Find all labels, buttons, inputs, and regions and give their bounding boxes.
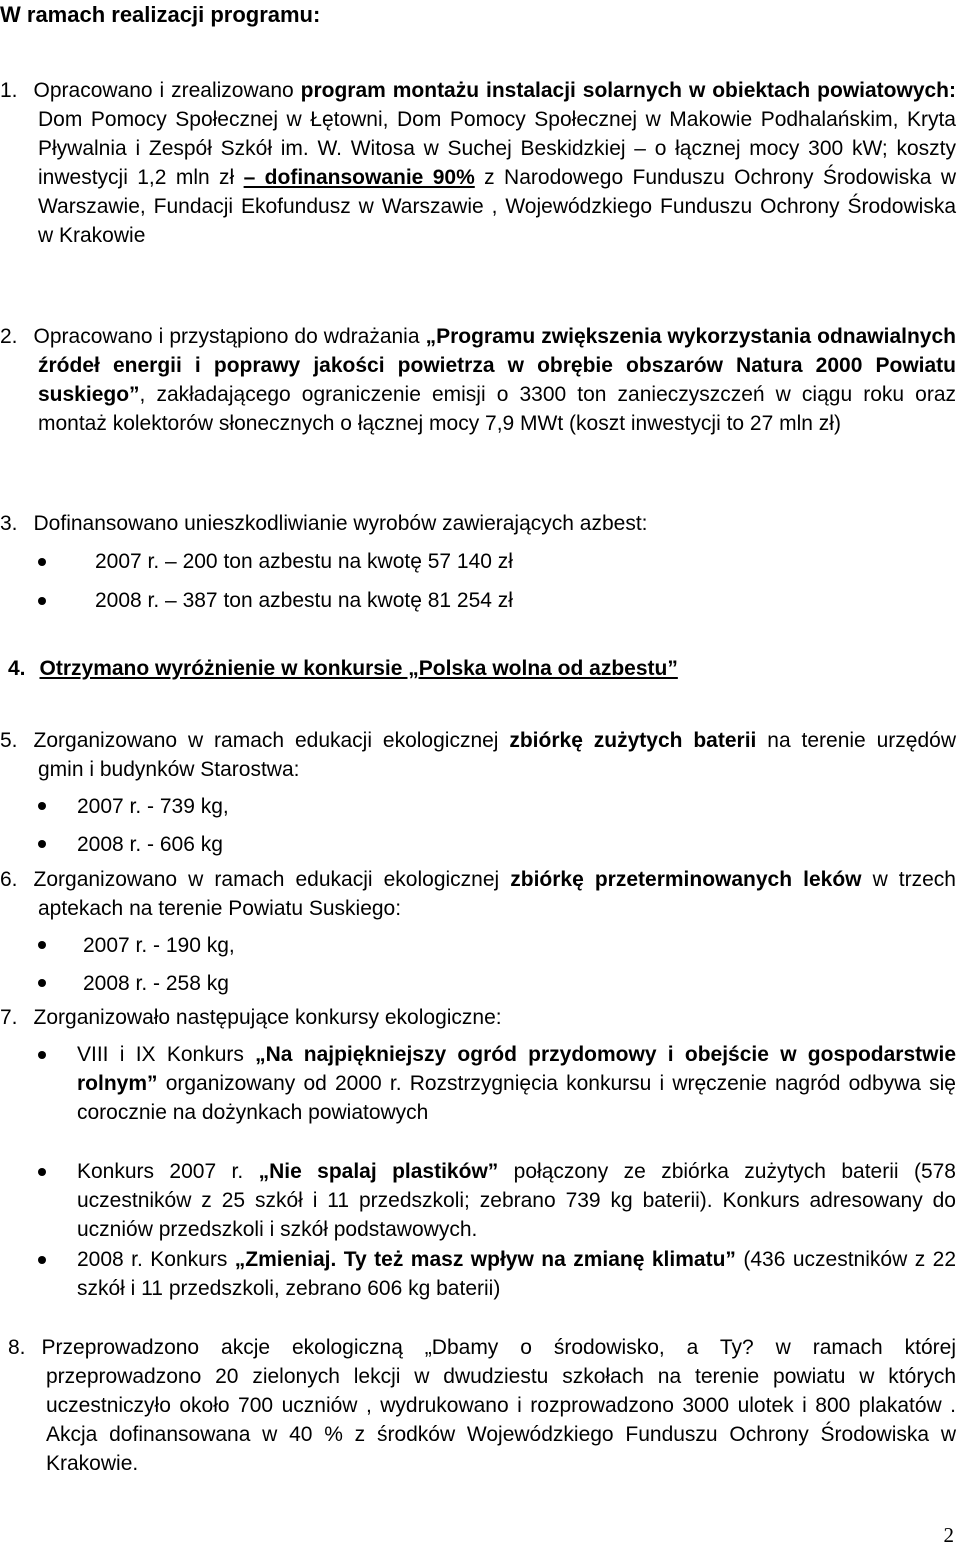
list-item-4 (8, 654, 908, 683)
item-7-number: 7. (0, 1006, 18, 1029)
bullet-icon (38, 1168, 46, 1176)
item-4-text: Otrzymano wyróżnienie w konkursie „Polska wolna od azbestu” (39, 657, 678, 680)
item-5-bullet-2: 2008 r. - 606 kg (77, 833, 223, 856)
item-2-text-a: Opracowano i przystąpiono do wdrażania (33, 325, 426, 348)
item-7-bullet-2 (77, 1157, 956, 1244)
item-1-text-b: Dom Pomocy Społecznej w Łętowni, Dom Pomocy Społecznej w Makowie Podhalańskim, Kryta Pływalnia i Zespół Szkół im. W. Witosa w Suchej Beskidzkiej – o łącznej mocy 300 kW; koszty inwestycji 1,2 mln zł (38, 108, 956, 189)
item-6-bullet-1: 2007 r. - 190 kg, (83, 934, 235, 957)
bullet-icon (38, 1051, 46, 1059)
bullet-icon (38, 558, 46, 566)
item-7-bullet-2-title: „Nie spalaj plastików” (258, 1160, 499, 1183)
item-5-number: 5. (0, 729, 18, 752)
item-5-text-a: Zorganizowano w ramach edukacji ekologicznej (33, 729, 510, 752)
item-3-bullet-2: 2008 r. – 387 ton azbestu na kwotę 81 254 zł (95, 589, 513, 612)
item-6-bold: zbiórkę przeterminowanych leków (510, 868, 862, 891)
item-7-bullet-3-text-a: 2008 r. Konkurs (77, 1248, 235, 1271)
bullet-icon (38, 802, 46, 810)
bullet-icon (38, 597, 46, 605)
section-heading: W ramach realizacji programu: (0, 2, 321, 27)
item-1-text-c: z Narodowego Funduszu Ochrony Środowiska w Warszawie, Fundacji Ekofundusz w Warszawie , Wojewódzkiego Funduszu Ochrony Środowiska w Krakowie (38, 166, 956, 247)
item-6-text-b: w trzech aptekach na terenie Powiatu Suskiego: (38, 868, 956, 920)
item-7-bullet-1-title: „Na najpiękniejszy ogród przydomowy i obejście w gospodarstwie rolnym” (77, 1043, 956, 1095)
item-7-bullet-3-text-b: (436 uczestników z 22 szkół i 11 przedszkoli, zebrano 606 kg baterii) (77, 1248, 957, 1300)
list-item-3 (0, 509, 956, 538)
list-item-6 (0, 865, 956, 923)
item-7-bullet-2-text-b: połączony ze zbiórka zużytych baterii (578 uczestników z 25 szkół i 11 przedszkoli; zebrano 739 kg baterii). Konkurs adresowany do uczniów przedszkoli i szkół podstawowych. (77, 1160, 956, 1241)
item-8-number: 8. (8, 1336, 26, 1359)
item-3-bullet-1: 2007 r. – 200 ton azbestu na kwotę 57 140 zł (95, 550, 513, 573)
item-1-bold-a: program montażu instalacji solarnych w obiektach powiatowych: (300, 79, 957, 102)
list-item-1 (0, 76, 956, 250)
item-1-number: 1. (0, 79, 18, 102)
list-item-5 (0, 726, 956, 784)
list-item-2 (0, 322, 956, 438)
item-1-text-a: Opracowano i zrealizowano (33, 79, 301, 102)
item-1-funding-highlight: – dofinansowanie 90% (243, 166, 475, 189)
item-5-bold: zbiórkę zużytych baterii (509, 729, 757, 752)
item-3-text: Dofinansowano unieszkodliwianie wyrobów zawierających azbest: (33, 512, 648, 535)
item-7-bullet-1-text-b: organizowany od 2000 r. Rozstrzygnięcia konkursu i wręczenie nagród odbywa się corocznie na dożynkach powiatowych (77, 1072, 956, 1124)
item-7-text: Zorganizowało następujące konkursy ekologiczne: (33, 1006, 502, 1029)
item-7-bullet-3 (77, 1245, 956, 1303)
item-7-bullet-2-text-a: Konkurs 2007 r. (77, 1160, 259, 1183)
item-5-text-b: na terenie urzędów gmin i budynków Starostwa: (38, 729, 956, 781)
list-item-8 (8, 1333, 956, 1478)
item-6-bullet-2: 2008 r. - 258 kg (83, 972, 229, 995)
item-8-text: Przeprowadzono akcje ekologiczną „Dbamy o środowisko, a Ty? w ramach której przeprowadzono 20 zielonych lekcji w dwudziestu szkołach na terenie powiatu w których uczestniczyło około 700 uczniów , wydrukowano i rozprowadzono 3000 ulotek i 800 plakatów . Akcja dofinansowana w 40 % z środków Wojewódzkiego Funduszu Ochrony Środowiska w Krakowie. (41, 1336, 956, 1475)
item-5-bullet-1: 2007 r. - 739 kg, (77, 795, 229, 818)
item-2-program-title: „Programu zwiększenia wykorzystania odnawialnych źródeł energii i poprawy jakości powietrza w obrębie obszarów Natura 2000 Powiatu suskiego” (38, 325, 956, 406)
item-7-bullet-1 (77, 1040, 956, 1127)
bullet-icon (38, 941, 46, 949)
item-3-number: 3. (0, 512, 18, 535)
bullet-icon (38, 1256, 46, 1264)
bullet-icon (38, 979, 46, 987)
item-7-bullet-3-title: „Zmieniaj. Ty też masz wpływ na zmianę klimatu” (234, 1248, 736, 1271)
page-number: 2 (943, 1523, 954, 1547)
item-2-number: 2. (0, 325, 18, 348)
list-item-7 (0, 1003, 956, 1032)
item-6-text-a: Zorganizowano w ramach edukacji ekologicznej (33, 868, 511, 891)
item-2-text-b: , zakładającego ograniczenie emisji o 3300 ton zanieczyszczeń w ciągu roku oraz montaż kolektorów słonecznych o łącznej mocy 7,9 MWt (koszt inwestycji to 27 mln zł) (38, 383, 956, 435)
item-7-bullet-1-text-a: VIII i IX Konkurs (77, 1043, 256, 1066)
item-6-number: 6. (0, 868, 18, 891)
bullet-icon (38, 840, 46, 848)
item-4-number: 4. (8, 657, 26, 680)
